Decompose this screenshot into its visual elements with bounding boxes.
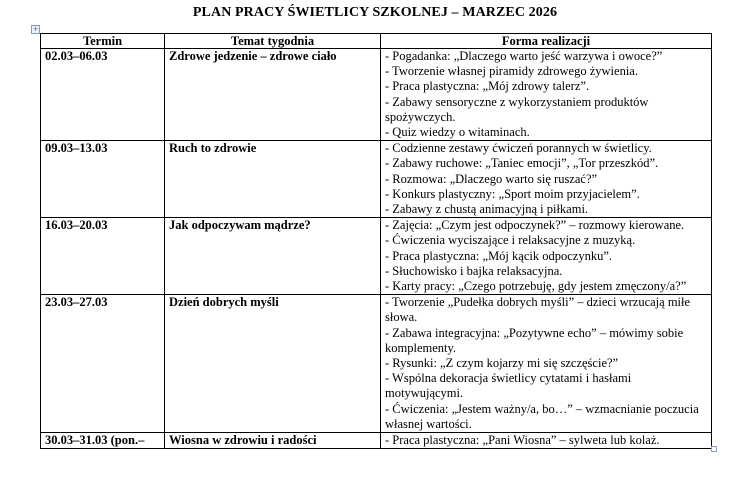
- form-item: - Karty pracy: „Czego potrzebuję, gdy jestem zmęczony/a?”: [385, 279, 687, 294]
- form-item: - Praca plastyczna: „Mój zdrowy talerz”.: [385, 79, 590, 94]
- form-item: - Zabawy sensoryczne z wykorzystaniem produktów spożywczych.: [385, 94, 649, 124]
- row-term: 30.03–31.03 (pon.–: [41, 433, 165, 449]
- row-topic: Dzień dobrych myśli: [165, 295, 381, 433]
- row-forms: [381, 295, 712, 433]
- table-row: [41, 295, 712, 433]
- form-item: - Pogadanka: „Dlaczego warto jeść warzywa i owoce?”: [385, 49, 663, 63]
- table-row: [41, 49, 712, 141]
- header-topic: Temat tygodnia: [165, 34, 381, 49]
- row-forms: [381, 49, 712, 141]
- row-term: 09.03–13.03: [41, 141, 165, 218]
- form-item: - Rozmowa: „Dlaczego warto się ruszać?”: [385, 171, 598, 186]
- row-forms: [381, 433, 712, 449]
- row-topic: Zdrowe jedzenie – zdrowe ciało: [165, 49, 381, 141]
- table-row: [41, 218, 712, 295]
- row-forms: [381, 141, 712, 218]
- header-term: Termin: [41, 34, 165, 49]
- row-forms: [381, 218, 712, 295]
- form-item: - Tworzenie „Pudełka dobrych myśli” – dzieci wrzucają miłe słowa.: [385, 295, 691, 325]
- row-topic: Jak odpoczywam mądrze?: [165, 218, 381, 295]
- row-term: 23.03–27.03: [41, 295, 165, 433]
- document-title: PLAN PRACY ŚWIETLICY SZKOLNEJ – MARZEC 2026: [192, 5, 558, 20]
- table-header-row: [41, 34, 712, 49]
- row-term: 16.03–20.03: [41, 218, 165, 295]
- table-resize-handle[interactable]: [711, 446, 717, 452]
- form-item: - Praca plastyczna: „Pani Wiosna” – sylweta lub kolaż.: [385, 433, 660, 448]
- form-item: - Rysunki: „Z czym kojarzy mi się szczęście?”: [385, 356, 619, 371]
- plan-table: [40, 33, 712, 449]
- form-item: - Wspólna dekoracja świetlicy cytatami i hasłami motywującymi.: [385, 371, 632, 401]
- form-item: - Konkurs plastyczny: „Sport moim przyjacielem”.: [385, 186, 640, 201]
- table-row: [41, 141, 712, 218]
- row-topic: Ruch to zdrowie: [165, 141, 381, 218]
- form-item: - Tworzenie własnej piramidy zdrowego żywienia.: [385, 64, 638, 79]
- form-item: - Zajęcia: „Czym jest odpoczynek?” – rozmowy kierowane.: [385, 218, 685, 233]
- form-item: - Codzienne zestawy ćwiczeń porannych w świetlicy.: [385, 141, 652, 156]
- table-row: [41, 433, 712, 449]
- form-item: - Zabawy z chustą animacyjną i piłkami.: [385, 202, 589, 217]
- form-item: - Quiz wiedzy o witaminach.: [385, 125, 530, 140]
- form-item: - Zabawy ruchowe: „Taniec emocji”, „Tor przeszkód”.: [385, 156, 659, 171]
- form-item: - Słuchowisko i bajka relaksacyjna.: [385, 263, 563, 278]
- header-forms: Forma realizacji: [381, 34, 712, 49]
- row-topic: Wiosna w zdrowiu i radości: [165, 433, 381, 449]
- form-item: - Ćwiczenia: „Jestem ważny/a, bo…” – wzmacnianie poczucia własnej wartości.: [385, 401, 699, 431]
- row-term: 02.03–06.03: [41, 49, 165, 141]
- form-item: - Ćwiczenia wyciszające i relaksacyjne z muzyką.: [385, 233, 636, 248]
- form-item: - Zabawa integracyjna: „Pozytywne echo” – mówimy sobie komplementy.: [385, 325, 684, 355]
- form-item: - Praca plastyczna: „Mój kącik odpoczynku”.: [385, 248, 612, 263]
- table-move-handle-icon[interactable]: +: [32, 25, 39, 33]
